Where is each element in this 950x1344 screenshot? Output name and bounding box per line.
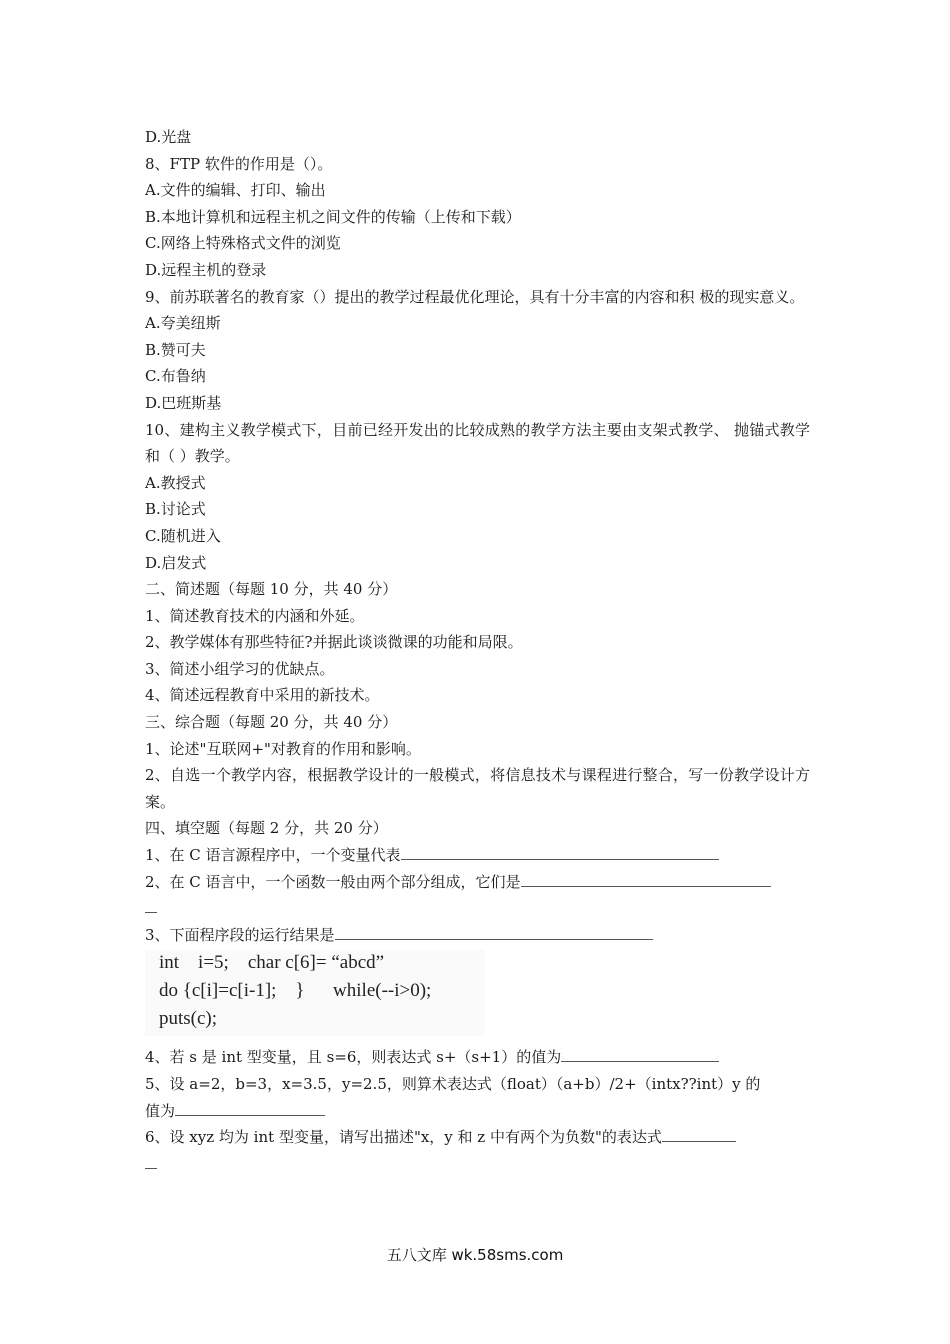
fill-blank-question bbox=[145, 1124, 810, 1151]
code-snippet-image bbox=[145, 950, 485, 1036]
question-text: 值为 bbox=[145, 1101, 176, 1120]
question-text: 8、FTP 软件的作用是（）。 bbox=[145, 154, 333, 173]
answer-blank bbox=[521, 869, 771, 887]
option-text: B.讨论式 bbox=[145, 500, 206, 519]
document-body bbox=[145, 124, 810, 1177]
option-text: B.赞可夫 bbox=[145, 340, 206, 359]
question-text: 6、设 xyz 均为 int 型变量，请写出描述"x，y 和 z 中有两个为负数"的表达式 bbox=[145, 1128, 662, 1147]
answer-blank bbox=[145, 895, 157, 913]
fill-blank-continuation bbox=[145, 1151, 810, 1178]
question-text: 2、在 C 语言中，一个函数一般由两个部分组成，它们是 bbox=[145, 872, 521, 891]
question-text: 3、简述小组学习的优缺点。 bbox=[145, 659, 335, 678]
answer-blank bbox=[145, 1151, 157, 1169]
fill-blank-question bbox=[145, 922, 810, 949]
question-text: 4、若 s 是 int 型变量，且 s=6，则表达式 s+（s+1）的值为 bbox=[145, 1048, 562, 1067]
option-text: C.随机进入 bbox=[145, 526, 221, 545]
section-heading: 四、填空题（每题 2 分，共 20 分） bbox=[145, 819, 388, 838]
option-text: A.文件的编辑、打印、输出 bbox=[145, 181, 326, 200]
footer-watermark: 五八文库 wk.58sms.com bbox=[386, 1246, 564, 1264]
answer-blank bbox=[561, 1044, 719, 1062]
fill-blank-continuation bbox=[145, 895, 810, 922]
option-text: B.本地计算机和远程主机之间文件的传输（上传和下载） bbox=[145, 207, 521, 226]
option-text: D.远程主机的登录 bbox=[145, 260, 267, 279]
code-line: do {c[i]=c[i-1]; } while(--i>0); bbox=[159, 980, 432, 1002]
question-text: 1、在 C 语言源程序中，一个变量代表 bbox=[145, 846, 401, 865]
fill-blank-question bbox=[145, 869, 810, 896]
option-text: C.网络上特殊格式文件的浏览 bbox=[145, 234, 341, 253]
option-text: D.启发式 bbox=[145, 553, 207, 572]
answer-blank bbox=[335, 922, 653, 940]
fill-blank-question bbox=[145, 1044, 810, 1071]
question-text: 1、论述"互联网+"对教育的作用和影响。 bbox=[145, 739, 421, 758]
answer-blank bbox=[401, 842, 719, 860]
question-text: 1、简述教育技术的内涵和外延。 bbox=[145, 606, 365, 625]
question-text: 3、下面程序段的运行结果是 bbox=[145, 925, 335, 944]
question-text: 2、教学媒体有那些特征?并据此谈谈微课的功能和局限。 bbox=[145, 633, 523, 652]
code-line: puts(c); bbox=[159, 1008, 218, 1030]
option-text: D.光盘 bbox=[145, 128, 192, 146]
section-heading: 三、综合题（每题 20 分，共 40 分） bbox=[145, 713, 398, 732]
question-text: 4、简述远程教育中采用的新技术。 bbox=[145, 686, 380, 705]
option-text: A.夸美纽斯 bbox=[145, 314, 221, 333]
answer-blank bbox=[662, 1124, 736, 1142]
fill-blank-question bbox=[145, 1098, 810, 1125]
question-text: 2、自选一个教学内容，根据教学设计的一般模式，将信息技术与课程进行整合，写一份教学设计方案。 bbox=[145, 766, 810, 811]
code-line: int i=5; char c[6]= “abcd” bbox=[159, 952, 385, 974]
fill-blank-question bbox=[145, 842, 810, 869]
answer-blank bbox=[175, 1098, 325, 1116]
option-text: C.布鲁纳 bbox=[145, 367, 206, 386]
section-heading: 二、简述题（每题 10 分，共 40 分） bbox=[145, 580, 398, 599]
option-text: A.教授式 bbox=[145, 473, 206, 492]
question-text: 9、前苏联著名的教育家（）提出的教学过程最优化理论，具有十分丰富的内容和积 极的现实意义。 bbox=[145, 287, 805, 306]
question-text: 5、设 a=2，b=3，x=3.5，y=2.5，则算术表达式（float）（a+b）/2+（intx??int）y 的 bbox=[145, 1075, 761, 1093]
option-text: D.巴班斯基 bbox=[145, 393, 222, 412]
question-text: 10、建构主义教学模式下，目前已经开发出的比较成熟的教学方法主要由支架式教学、 抛锚式教学和（ ）教学。 bbox=[145, 420, 810, 466]
